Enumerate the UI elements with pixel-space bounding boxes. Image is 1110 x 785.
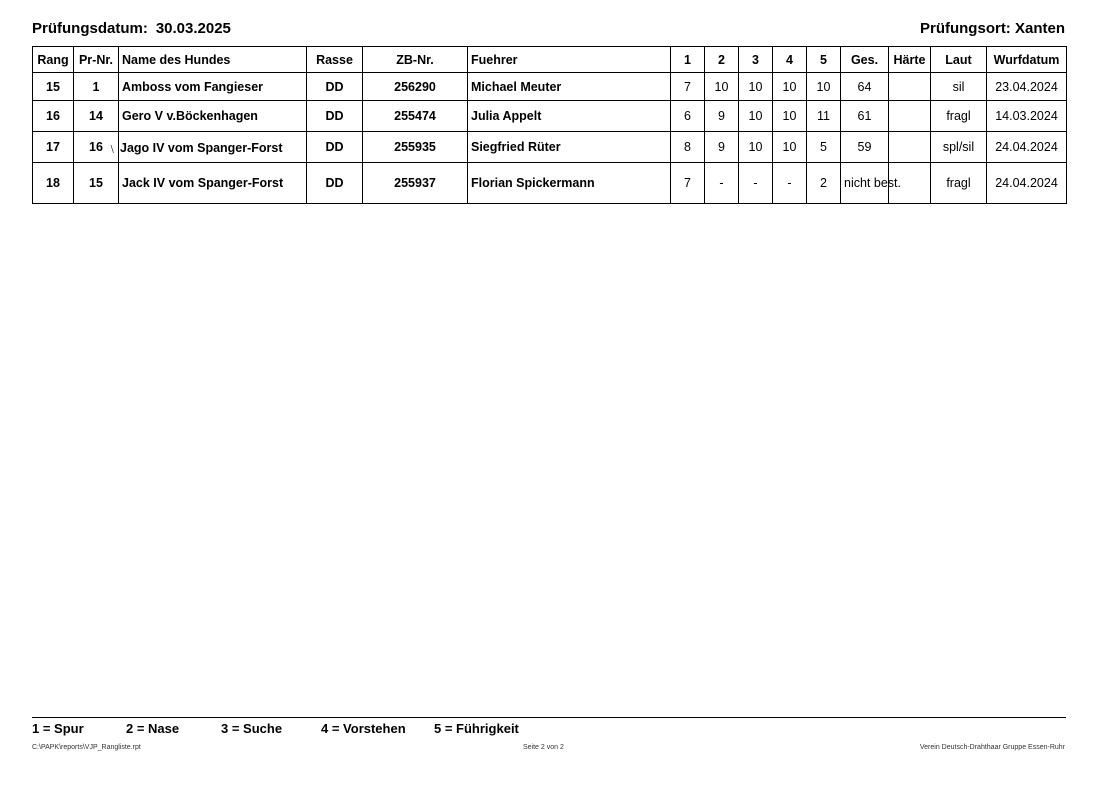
table-header-row bbox=[33, 47, 1067, 73]
cell-wurfdatum: 24.04.2024 bbox=[987, 132, 1067, 163]
exam-date-label: Prüfungsdatum: bbox=[32, 20, 148, 37]
col-header-prnr: Pr-Nr. bbox=[74, 47, 119, 73]
cell-fuehrer: Michael Meuter bbox=[468, 73, 671, 101]
cell-haerte bbox=[889, 101, 931, 132]
cell-score-5: 10 bbox=[807, 73, 841, 101]
exam-place bbox=[920, 20, 1065, 37]
cell-score-2: - bbox=[705, 163, 739, 204]
col-header-zbnr: ZB-Nr. bbox=[363, 47, 468, 73]
table-row bbox=[33, 101, 1067, 132]
exam-place-value: Xanten bbox=[1014, 20, 1065, 37]
cell-score-3: 10 bbox=[739, 73, 773, 101]
footer-page-number: Seite 2 von 2 bbox=[523, 744, 564, 751]
legend-item-vorstehen: 4 = Vorstehen bbox=[321, 721, 406, 736]
col-header-5: 5 bbox=[807, 47, 841, 73]
cell-rasse: DD bbox=[307, 132, 363, 163]
cell-prnr: 14 bbox=[74, 101, 119, 132]
col-header-2: 2 bbox=[705, 47, 739, 73]
cell-score-4: - bbox=[773, 163, 807, 204]
cell-wurfdatum: 24.04.2024 bbox=[987, 163, 1067, 204]
ranking-table bbox=[32, 46, 1067, 204]
col-header-name: Name des Hundes bbox=[119, 47, 307, 73]
exam-place-label: Prüfungsort: bbox=[919, 20, 1011, 37]
legend-item-nase: 2 = Nase bbox=[126, 721, 180, 736]
cell-wurfdatum: 23.04.2024 bbox=[987, 73, 1067, 101]
cell-rasse: DD bbox=[307, 163, 363, 204]
cell-score-5: 11 bbox=[807, 101, 841, 132]
cell-score-5: 2 bbox=[807, 163, 841, 204]
cell-haerte bbox=[889, 132, 931, 163]
cell-zbnr: 256290 bbox=[363, 73, 468, 101]
cell-score-3: 10 bbox=[739, 101, 773, 132]
legend-item-suche: 3 = Suche bbox=[221, 721, 283, 736]
cell-prnr: 1 bbox=[74, 73, 119, 101]
cell-score-1: 6 bbox=[671, 101, 705, 132]
cell-prnr: 15 bbox=[74, 163, 119, 204]
cell-name: Amboss vom Fangieser bbox=[119, 73, 307, 101]
cell-laut: fragl bbox=[931, 101, 987, 132]
cell-fuehrer: Florian Spickermann bbox=[468, 163, 671, 204]
col-header-rang: Rang bbox=[33, 47, 74, 73]
cell-rang: 16 bbox=[33, 101, 74, 132]
stroke-mark-icon: ﹨ bbox=[106, 141, 119, 155]
cell-score-1: 8 bbox=[671, 132, 705, 163]
cell-laut: spl/sil bbox=[931, 132, 987, 163]
cell-ges: 61 bbox=[841, 101, 889, 132]
table-row bbox=[33, 73, 1067, 101]
cell-name: Jack IV vom Spanger-Forst bbox=[119, 163, 307, 204]
cell-score-1: 7 bbox=[671, 73, 705, 101]
cell-score-4: 10 bbox=[773, 73, 807, 101]
cell-score-4: 10 bbox=[773, 101, 807, 132]
cell-score-1: 7 bbox=[671, 163, 705, 204]
footer-organization: Verein Deutsch-Drahthaar Gruppe Essen-Ruhr bbox=[919, 744, 1065, 751]
cell-laut: sil bbox=[931, 73, 987, 101]
cell-wurfdatum: 14.03.2024 bbox=[987, 101, 1067, 132]
cell-rang: 15 bbox=[33, 73, 74, 101]
cell-fuehrer: Julia Appelt bbox=[468, 101, 671, 132]
col-header-fuehrer: Fuehrer bbox=[468, 47, 671, 73]
cell-laut: fragl bbox=[931, 163, 987, 204]
col-header-haerte: Härte bbox=[889, 47, 931, 73]
footer-report-path: C:\PAPK\reports\VJP_Rangliste.rpt bbox=[32, 744, 141, 751]
cell-prnr: 16 bbox=[74, 132, 119, 163]
score-legend bbox=[32, 721, 519, 736]
cell-ges: 59 bbox=[841, 132, 889, 163]
cell-name-with-mark bbox=[106, 132, 307, 163]
legend-item-fuehrigkeit: 5 = Führigkeit bbox=[434, 721, 519, 736]
col-header-4: 4 bbox=[773, 47, 807, 73]
cell-ges: nicht best. bbox=[841, 163, 889, 204]
cell-rang: 18 bbox=[33, 163, 74, 204]
cell-zbnr: 255474 bbox=[363, 101, 468, 132]
cell-rang: 17 bbox=[33, 132, 74, 163]
cell-rasse: DD bbox=[307, 73, 363, 101]
col-header-3: 3 bbox=[739, 47, 773, 73]
cell-fuehrer: Siegfried Rüter bbox=[468, 132, 671, 163]
col-header-1: 1 bbox=[671, 47, 705, 73]
cell-name: Gero V v.Böckenhagen bbox=[119, 101, 307, 132]
cell-score-2: 9 bbox=[705, 101, 739, 132]
cell-score-3: 10 bbox=[739, 132, 773, 163]
cell-zbnr: 255935 bbox=[363, 132, 468, 163]
cell-zbnr: 255937 bbox=[363, 163, 468, 204]
cell-ges: 64 bbox=[841, 73, 889, 101]
legend-item-spur: 1 = Spur bbox=[32, 721, 84, 736]
cell-name: Jago IV vom Spanger-Forst bbox=[120, 141, 283, 155]
col-header-laut: Laut bbox=[931, 47, 987, 73]
col-header-rasse: Rasse bbox=[307, 47, 363, 73]
col-header-ges: Ges. bbox=[841, 47, 889, 73]
cell-score-3: - bbox=[739, 163, 773, 204]
cell-score-5: 5 bbox=[807, 132, 841, 163]
cell-haerte bbox=[889, 73, 931, 101]
col-header-wurfdatum: Wurfdatum bbox=[987, 47, 1067, 73]
exam-date bbox=[32, 20, 231, 37]
table-row bbox=[33, 163, 1067, 204]
table-row bbox=[33, 132, 1067, 163]
exam-date-value: 30.03.2025 bbox=[155, 20, 231, 37]
cell-score-4: 10 bbox=[773, 132, 807, 163]
cell-rasse: DD bbox=[307, 101, 363, 132]
cell-score-2: 9 bbox=[705, 132, 739, 163]
legend-divider bbox=[32, 717, 1066, 718]
cell-score-2: 10 bbox=[705, 73, 739, 101]
